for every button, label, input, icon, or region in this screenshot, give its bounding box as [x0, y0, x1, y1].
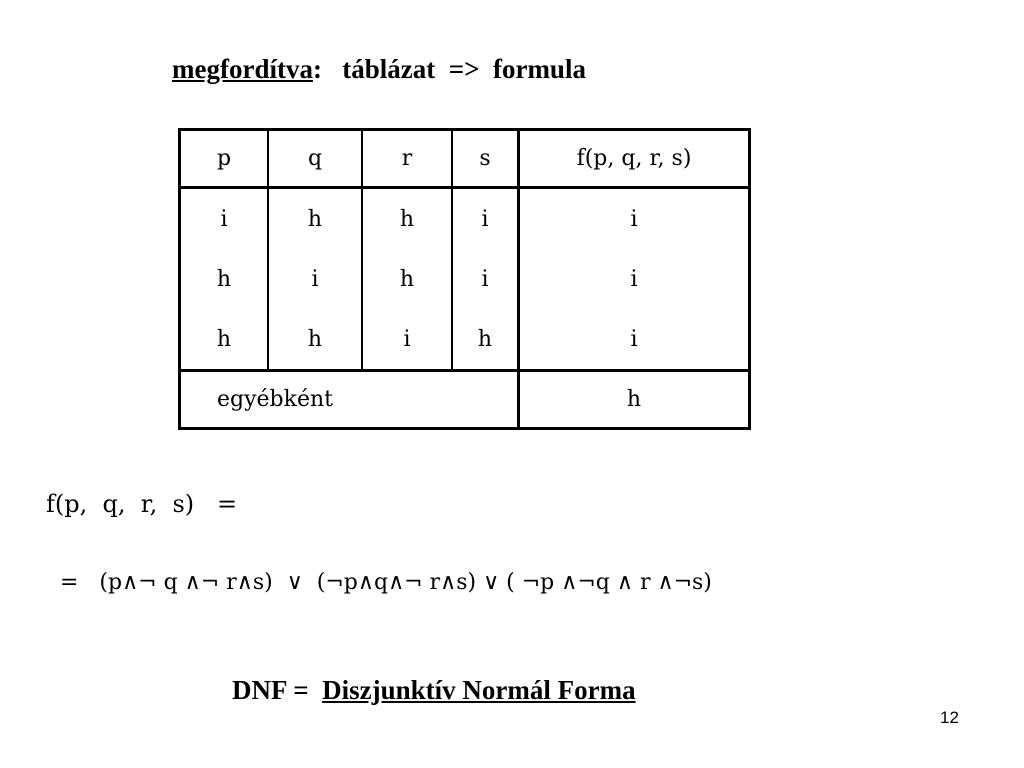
header-q: q [268, 130, 362, 188]
cell-r: h [362, 188, 452, 250]
table-row [180, 249, 750, 309]
cell-s: i [481, 266, 489, 292]
table-row [180, 188, 750, 250]
cell-s: h [477, 326, 493, 352]
cell-p: h [180, 249, 269, 309]
table-header-row [180, 130, 750, 188]
otherwise-value: h [519, 371, 750, 429]
otherwise-row [180, 371, 750, 429]
cell-p: i [180, 188, 269, 250]
title-underlined: megfordítva [172, 54, 313, 84]
title-rest: : táblázat => formula [312, 54, 586, 84]
cell-q: h [268, 309, 362, 371]
table-row [180, 309, 750, 371]
cell-f: i [519, 188, 750, 250]
header-p: p [180, 130, 269, 188]
formula-head: f(p, q, r, s) = [46, 490, 238, 518]
cell-f: i [519, 309, 750, 371]
cell-r: i [362, 309, 452, 371]
dnf-line [232, 675, 636, 706]
page-number: 12 [940, 708, 959, 727]
cell-s: i [481, 206, 489, 232]
cell-f: i [519, 249, 750, 309]
cell-r: h [362, 249, 452, 309]
truth-table [178, 128, 751, 430]
dnf-definition: Diszjunktív Normál Forma [322, 675, 636, 705]
dnf-prefix: DNF = [232, 675, 323, 705]
header-r: r [362, 130, 452, 188]
cell-q: h [268, 188, 362, 250]
header-f: f(p, q, r, s) [519, 130, 750, 188]
cell-q: i [268, 249, 362, 309]
cell-p: h [180, 309, 269, 371]
slide-title [172, 54, 586, 85]
otherwise-label: egyébként [180, 371, 519, 429]
formula-body: = (p∧¬ q ∧¬ r∧s) ∨ (¬p∧q∧¬ r∧s) ∨ ( ¬p ∧¬q ∧ r ∧¬s) [60, 570, 712, 595]
header-s: s [452, 130, 519, 188]
